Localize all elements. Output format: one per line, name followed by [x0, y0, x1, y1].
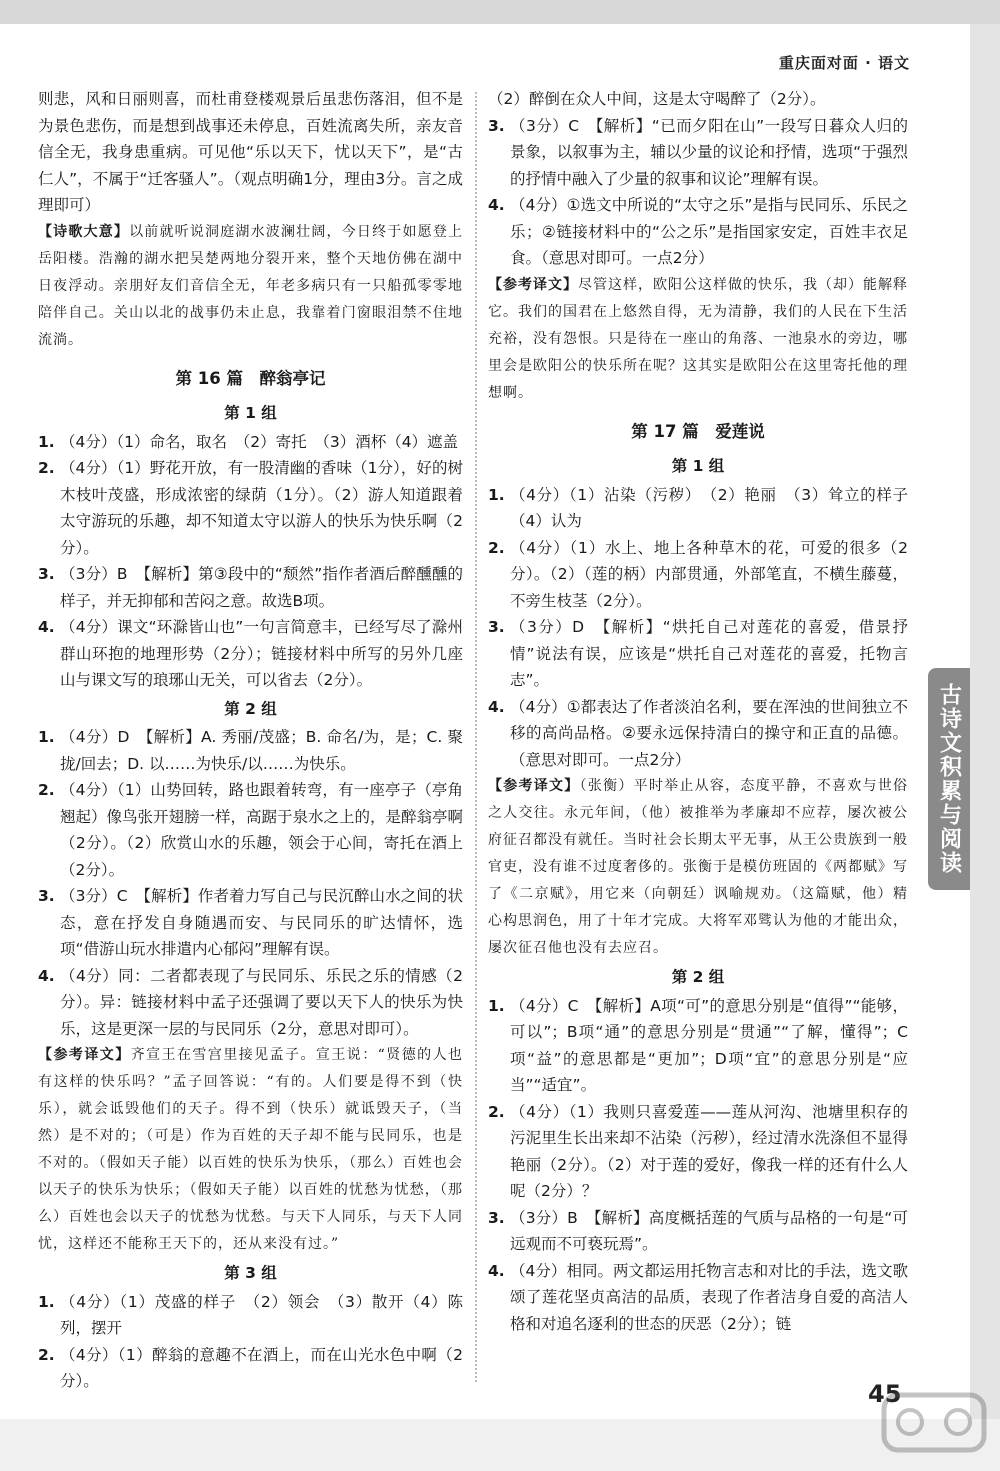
answer-item [38, 429, 463, 456]
answer-item [38, 963, 463, 1043]
item-number: 1. [38, 728, 55, 746]
item-text: （4分）（1）沾染（污秽） （2）艳丽 （3）耸立的样子（4）认为 [510, 485, 908, 530]
answer-item [38, 614, 463, 694]
item-text: （4分）①都表达了作者淡泊名利，要在浑浊的世间独立不移的高尚品格。②要永远保持清白的操守和正直的品德。（意思对即可。一点2分） [510, 697, 908, 769]
item-text: （4分）（1）山势回转，路也跟着转弯，有一座亭子（亭角翘起）像鸟张开翅膀一样，高踞于泉水之上的，是醉翁亭啊（2分）。（2）欣赏山水的乐趣，领会于心间，寄托在酒上（2分）。 [60, 781, 464, 879]
item-number: 1. [488, 485, 505, 504]
item-text: （4分）同：二者都表现了与民同乐、乐民之乐的情感（2分）。异：链接材料中孟子还强调了要以天下人的快乐为快乐，这是更深一层的与民同乐（2分，意思对即可）。 [60, 966, 463, 1038]
reference-translation-label: 【参考译文】 [488, 778, 580, 794]
answer-item [488, 614, 908, 694]
item-text: （3分）B 【解析】第③段中的“颓然”指作者酒后醉醺醺的样子，并无抑郁和苦闷之意。故选B项。 [60, 565, 463, 610]
item-text: （4分）（1）醉翁的意趣不在酒上，而在山光水色中啊（2分）。 [60, 1345, 463, 1390]
item-number: 3. [488, 116, 505, 135]
group-title: 第 2 组 [224, 699, 277, 718]
answer-item [488, 482, 908, 535]
item-text: （3分）D 【解析】“烘托自己对莲花的喜爱，借景抒情”说法有误，应该是“烘托自己对莲花的喜爱，托物言志”。 [510, 618, 908, 689]
group-title: 第 1 组 [224, 404, 277, 422]
item-text: （4分）课文“环滁皆山也”一句言简意丰，已经写尽了滁州群山环抱的地理形势（2分）；链接材料中所写的另外几座山与课文写的琅琊山无关，可以省去（2分）。 [60, 618, 463, 689]
item-text: （4分）（1）水上、地上各种草木的花，可爱的很多（2分）。（2）（莲的柄）内部贯通，外部笔直，不横生藤蔓，不旁生枝茎（2分）。 [510, 538, 908, 610]
answer-item [38, 883, 463, 963]
item-text: （4分）（1）野花开放，有一股清幽的香味（1分），好的树木枝叶茂盛，形成浓密的绿荫（1分）。（2）游人知道跟着太守游玩的乐趣，却不知道太守以游人的快乐为快乐啊（2分）。 [60, 459, 463, 557]
answer-item [488, 694, 908, 774]
answer-item [38, 455, 463, 561]
answer-item [38, 777, 463, 883]
watermark-stamp-icon [880, 1385, 990, 1465]
item-text: （4分）①选文中所说的“太守之乐”是指与民同乐、乐民之乐；②链接材料中的“公之乐”是指国家安定，百姓丰衣足食。（意思对即可。一点2分） [510, 196, 908, 267]
continued-answer: （2）醉倒在众人中间，这是太守喝醉了（2分）。 [488, 90, 826, 108]
answer-item [488, 113, 908, 193]
section-title-17: 第 17 篇 爱莲说 [631, 421, 765, 441]
answer-item [488, 1205, 908, 1258]
group-title: 第 2 组 [671, 968, 725, 986]
reference-translation-text: （张衡）平时举止从容，态度平静，不喜欢与世俗之人交往。永元年间，（他）被推举为孝廉却不应荐，屡次被公府征召都没有就任。当时社会长期太平无事，从王公贵族到一般官吏，没有谁不过度奢侈的。张衡于是模仿班固的《两都赋》写了《二京赋》，用它来（向朝廷）讽喻规劝。（这篇赋，他）精心构思润色，用了十年才完成。大将军邓骘认为他的才能出众，屡次征召他也没有去应召。 [488, 778, 909, 956]
group-title: 第 3 组 [224, 1264, 277, 1282]
item-number: 2. [488, 538, 505, 557]
answer-item [38, 561, 463, 614]
answer-item [488, 1258, 908, 1338]
right-column [488, 86, 908, 1337]
item-number: 2. [38, 459, 55, 477]
item-number: 1. [38, 432, 55, 451]
poem-meaning-text: 以前就听说洞庭湖水波澜壮阔，今日终于如愿登上岳阳楼。浩瀚的湖水把吴楚两地分裂开来，整个天地仿佛在湖中日夜浮动。亲朋好友们音信全无，年老多病只有一只船孤零零地陪伴自己。关山以北的战事仍未止息，我靠着门窗眼泪禁不住地流淌。 [38, 223, 464, 348]
item-number: 1. [38, 1292, 55, 1311]
top-scan-border [0, 0, 1000, 24]
page-number: 45 [868, 1380, 902, 1408]
answer-item [488, 535, 908, 615]
item-number: 3. [488, 1208, 505, 1227]
right-scan-border [970, 24, 1000, 1419]
item-number: 2. [38, 781, 55, 799]
item-text: （4分）（1）命名，取名 （2）寄托 （3）酒杯（4）遮盖 [60, 432, 459, 451]
intro-paragraph: 则悲，风和日丽则喜，而杜甫登楼观景后虽悲伤落泪，但不是为景色悲伤，而是想到战事还未停息，百姓流离失所，亲友音信全无，我身患重病。可见他“乐以天下，忧以天下”，是“古仁人”，不属于“迁客骚人”。（观点明确1分，理由3分。言之成理即可） [38, 90, 463, 214]
reference-translation [488, 272, 908, 407]
left-column [38, 86, 463, 1395]
item-text: （4分）（1）茂盛的样子 （2）领会 （3）散开（4）陈列，摆开 [60, 1292, 463, 1337]
item-number: 4. [488, 196, 505, 214]
item-number: 3. [488, 618, 505, 636]
answer-item [38, 724, 463, 777]
side-category-tab: 古诗文积累与阅读 [928, 668, 970, 890]
item-text: （4分）C 【解析】A项“可”的意思分别是“值得”“能够，可以”；B项“通”的意思分别是“贯通”“了解，懂得”；C项“益”的意思都是“更加”；D项“宜”的意思分别是“应当”“适宜”。 [510, 996, 908, 1094]
item-number: 4. [488, 1261, 505, 1280]
item-text: （4分）相同。两文都运用托物言志和对比的手法，选文歌颂了莲花坚贞高洁的品质，表现了作者洁身自爱的高洁人格和对追名逐利的世态的厌恶（2分）；链 [510, 1261, 908, 1333]
reference-translation-text: 尽管这样，欧阳公这样做的快乐，我（却）能解释它。我们的国君在上悠然自得，无为清静，我们的人民在下生活充裕，没有怨恨。只是待在一座山的角落、一池泉水的旁边，哪里会是欧阳公的快乐所在呢？这其实是欧阳公在这里寄托他的理想啊。 [488, 276, 908, 401]
item-number: 3. [38, 565, 55, 583]
answer-item [38, 1289, 463, 1342]
reference-translation-label: 【参考译文】 [38, 1047, 131, 1063]
answer-item [488, 192, 908, 272]
item-number: 2. [488, 1102, 505, 1121]
item-text: （3分）C 【解析】作者着力写自己与民沉醉山水之间的状态，意在抒发自身随遇而安、与民同乐的旷达情怀，选项“借游山玩水排遣内心郁闷”理解有误。 [60, 887, 463, 958]
reference-translation [38, 1042, 463, 1258]
item-text: （4分）D 【解析】A. 秀丽/茂盛；B. 命名/为，是；C. 聚拢/回去；D. 以……为快乐/以……为快乐。 [60, 728, 463, 773]
item-number: 4. [38, 618, 55, 636]
item-number: 4. [488, 697, 505, 716]
section-title-16: 第 16 篇 醉翁亭记 [175, 368, 326, 388]
item-number: 1. [488, 996, 505, 1015]
reference-translation-text: 齐宣王在雪宫里接见孟子。宣王说：“贤德的人也有这样的快乐吗？”孟子回答说：“有的。人们要是得不到（快乐），就会诋毁他们的天子。得不到（快乐）就诋毁天子，（当然）是不对的；（可是）作为百姓的天子却不能与民同乐，也是不对的。（假如天子能）以百姓的快乐为快乐，（那么）百姓也会以天子的快乐为快乐；（假如天子能）以百姓的忧愁为忧愁，（那么）百姓也会以天子的忧愁为忧愁。与天下人同乐，与天下人同忧，这样还不能称王天下的，还从来没有过。” [38, 1047, 464, 1252]
reference-translation [488, 773, 908, 962]
item-number: 4. [38, 966, 55, 985]
item-number: 2. [38, 1345, 55, 1364]
item-text: （3分）C 【解析】“已而夕阳在山”一段写日暮众人归的景象，以叙事为主，辅以少量的议论和抒情，选项“于强烈的抒情中融入了少量的叙事和议论”理解有误。 [510, 116, 908, 188]
page-header-title: 重庆面对面 · 语文 [778, 54, 910, 72]
group-title: 第 1 组 [671, 457, 725, 475]
poem-meaning [38, 219, 463, 354]
item-text: （3分）B 【解析】高度概括莲的气质与品格的一句是“可远观而不可亵玩焉”。 [510, 1208, 908, 1253]
reference-translation-label: 【参考译文】 [488, 276, 578, 293]
item-number: 3. [38, 887, 55, 905]
answer-item [488, 993, 908, 1099]
answer-item [488, 1099, 908, 1205]
item-text: （4分）（1）我则只喜爱莲——莲从河沟、池塘里积存的污泥里生长出来却不沾染（污秽），经过清水洗涤但不显得艳丽（2分）。（2）对于莲的爱好，像我一样的还有什么人呢（2分）？ [510, 1102, 908, 1200]
answer-item [38, 1342, 463, 1395]
bottom-scan-border [0, 1419, 1000, 1471]
column-divider [475, 92, 477, 1382]
poem-meaning-label: 【诗歌大意】 [38, 223, 130, 240]
